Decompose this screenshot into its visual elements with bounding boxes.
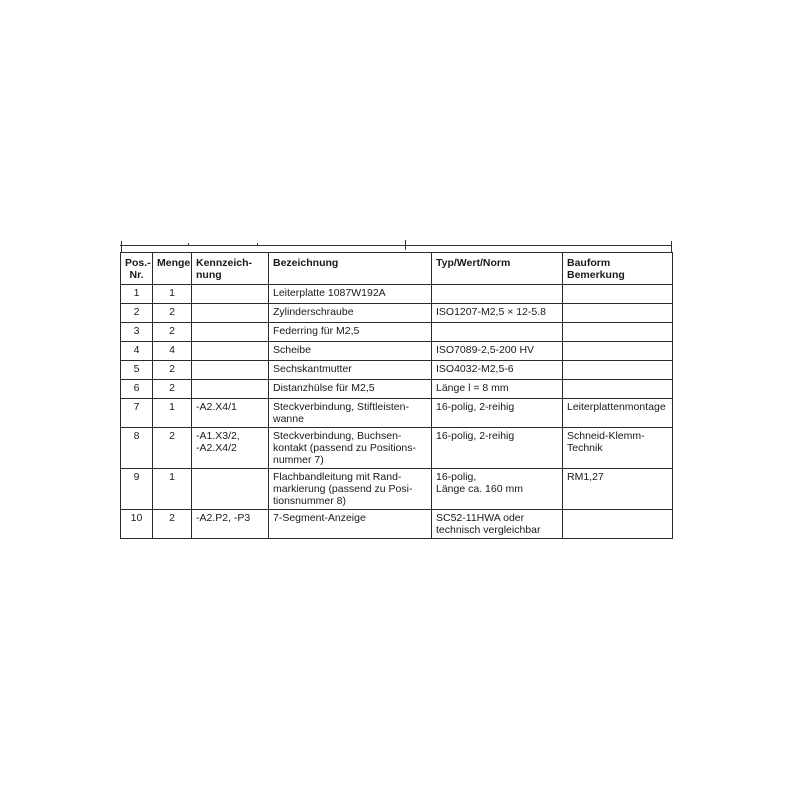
cell-kennzeichnung: -A1.X3/2, -A2.X4/2 (192, 428, 269, 469)
cell-bemerkung (563, 361, 673, 380)
cell-kennzeichnung (192, 361, 269, 380)
cell-pos: 1 (121, 285, 153, 304)
cell-pos: 5 (121, 361, 153, 380)
table-row (121, 380, 673, 399)
cell-kennzeichnung (192, 285, 269, 304)
header-bezeichnung: Bezeichnung (269, 253, 432, 285)
cell-menge: 1 (153, 469, 192, 510)
cell-bezeichnung: Distanzhülse für M2,5 (269, 380, 432, 399)
table-row (121, 399, 673, 428)
parts-list-table (120, 252, 673, 539)
cell-menge: 2 (153, 304, 192, 323)
cell-typ: 16-polig, 2-reihig (432, 428, 563, 469)
table-row (121, 469, 673, 510)
cell-bezeichnung: Zylinderschraube (269, 304, 432, 323)
cell-typ: 16-polig, Länge ca. 160 mm (432, 469, 563, 510)
cell-kennzeichnung (192, 380, 269, 399)
cell-bezeichnung: Steckverbindung, Stiftleisten- wanne (269, 399, 432, 428)
cell-pos: 10 (121, 510, 153, 539)
cell-bezeichnung: Flachbandleitung mit Rand- markierung (passend zu Posi- tionsnummer 8) (269, 469, 432, 510)
table-row (121, 361, 673, 380)
table-middle-tick (405, 240, 406, 250)
header-typ-wert-norm: Typ/Wert/Norm (432, 253, 563, 285)
cell-bemerkung (563, 304, 673, 323)
cell-bemerkung (563, 285, 673, 304)
header-bauform-bemerkung: Bauform Bemerkung (563, 253, 673, 285)
cell-pos: 4 (121, 342, 153, 361)
cell-menge: 2 (153, 510, 192, 539)
cell-bemerkung (563, 342, 673, 361)
cell-menge: 4 (153, 342, 192, 361)
table-row (121, 304, 673, 323)
table-small-tick (257, 243, 258, 246)
cell-menge: 2 (153, 323, 192, 342)
table-small-tick (188, 243, 189, 246)
cell-kennzeichnung: -A2.P2, -P3 (192, 510, 269, 539)
table-header-row (121, 253, 673, 285)
table-row (121, 342, 673, 361)
table-row (121, 428, 673, 469)
cell-typ: ISO4032-M2,5-6 (432, 361, 563, 380)
cell-bezeichnung: Federring für M2,5 (269, 323, 432, 342)
cell-bezeichnung: Sechskantmutter (269, 361, 432, 380)
table-row (121, 285, 673, 304)
table-row (121, 510, 673, 539)
cell-pos: 9 (121, 469, 153, 510)
cell-kennzeichnung (192, 342, 269, 361)
cell-typ: SC52-11HWA oder technisch vergleichbar (432, 510, 563, 539)
cell-bemerkung (563, 510, 673, 539)
cell-typ (432, 323, 563, 342)
cell-pos: 8 (121, 428, 153, 469)
cell-bezeichnung: Scheibe (269, 342, 432, 361)
cell-typ: ISO1207-M2,5 × 12-5.8 (432, 304, 563, 323)
cell-typ: 16-polig, 2-reihig (432, 399, 563, 428)
cell-menge: 1 (153, 285, 192, 304)
cell-menge: 1 (153, 399, 192, 428)
cell-bezeichnung: Leiterplatte 1087W192A (269, 285, 432, 304)
cell-kennzeichnung (192, 323, 269, 342)
cell-bemerkung: RM1,27 (563, 469, 673, 510)
cell-typ: ISO7089-2,5-200 HV (432, 342, 563, 361)
table-row (121, 323, 673, 342)
cell-bemerkung (563, 323, 673, 342)
cell-pos: 6 (121, 380, 153, 399)
cell-pos: 3 (121, 323, 153, 342)
cell-menge: 2 (153, 361, 192, 380)
cell-typ (432, 285, 563, 304)
cell-bemerkung (563, 380, 673, 399)
cell-bemerkung: Leiterplattenmontage (563, 399, 673, 428)
cell-menge: 2 (153, 380, 192, 399)
header-menge: Menge (153, 253, 192, 285)
cell-menge: 2 (153, 428, 192, 469)
cell-bezeichnung: 7-Segment-Anzeige (269, 510, 432, 539)
header-pos-nr: Pos.- Nr. (121, 253, 153, 285)
cell-typ: Länge l = 8 mm (432, 380, 563, 399)
cell-kennzeichnung (192, 304, 269, 323)
header-kennzeichnung: Kennzeich- nung (192, 253, 269, 285)
table-top-border (120, 245, 672, 246)
cell-pos: 7 (121, 399, 153, 428)
cell-pos: 2 (121, 304, 153, 323)
cell-bezeichnung: Steckverbindung, Buchsen- kontakt (passend zu Positions- nummer 7) (269, 428, 432, 469)
cell-bemerkung: Schneid-Klemm- Technik (563, 428, 673, 469)
cell-kennzeichnung: -A2.X4/1 (192, 399, 269, 428)
cell-kennzeichnung (192, 469, 269, 510)
